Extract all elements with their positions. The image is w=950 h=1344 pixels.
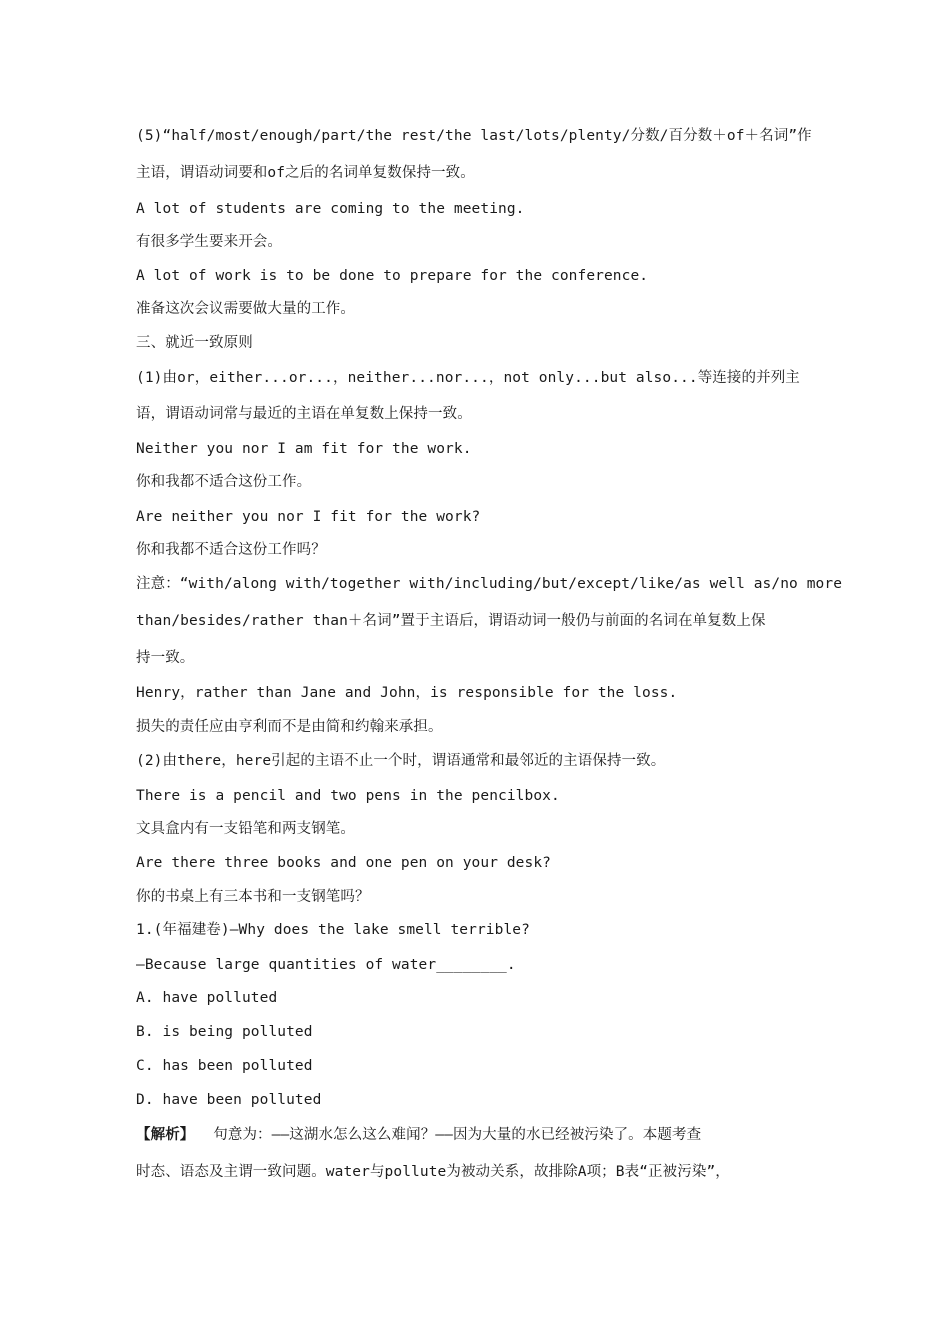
rule-1-line-1: (1)由or，either...or...，neither...nor...，not only...but also...等连接的并列主 [136,370,800,386]
analysis-line-2: 时态、语态及主谓一致问题。water与pollute为被动关系，故排除A项；B表“正被污染”， [136,1164,730,1180]
analysis-label: 【解析】 [136,1127,195,1143]
example-translation-zh: 有很多学生要来开会。 [136,234,282,250]
note-line-3: 持一致。 [136,650,195,666]
rule-1-line-2: 语，谓语动词常与最近的主语在单复数上保持一致。 [136,406,472,422]
rule-5-line-2: 主语，谓语动词要和of之后的名词单复数保持一致。 [136,165,475,181]
analysis-text: 句意为：——这湖水怎么这么难闻？——因为大量的水已经被污染了。本题考查 [213,1127,702,1143]
note-line-2: than/besides/rather than＋名词”置于主语后，谓语动词一般仍与前面的名词在单复数上保 [136,613,766,629]
option-d: D. have been polluted [136,1092,322,1108]
note-line-1: 注意：“with/along with/together with/including/but/except/like/as well as/no more [136,576,843,592]
example-translation-zh: 准备这次会议需要做大量的工作。 [136,301,355,317]
example-translation-zh: 你的书桌上有三本书和一支钢笔吗？ [136,889,370,905]
option-a: A. have polluted [136,990,278,1006]
analysis-line-1 [136,1125,826,1145]
question-response: —Because large quantities of water________. [136,957,516,973]
example-translation-zh: 损失的责任应由亨利而不是由简和约翰来承担。 [136,719,443,735]
option-b: B. is being polluted [136,1024,313,1040]
example-sentence-en: Are neither you nor I fit for the work? [136,509,481,525]
option-c: C. has been polluted [136,1058,313,1074]
rule-5-line-1: (5)“half/most/enough/part/the rest/the last/lots/plenty/分数/百分数＋of＋名词”作 [136,128,812,144]
example-sentence-en: Henry，rather than Jane and John，is responsible for the loss. [136,685,678,701]
example-sentence-en: Are there three books and one pen on your desk? [136,855,551,871]
example-sentence-en: There is a pencil and two pens in the pencilbox. [136,788,560,804]
example-sentence-en: Neither you nor I am fit for the work. [136,441,472,457]
example-sentence-en: A lot of work is to be done to prepare for the conference. [136,268,649,284]
example-sentence-en: A lot of students are coming to the meeting. [136,201,525,217]
example-translation-zh: 你和我都不适合这份工作吗？ [136,542,326,558]
section-heading-proximity-rule: 三、就近一致原则 [136,335,253,351]
question-stem: 1.(年福建卷)—Why does the lake smell terrible? [136,922,530,938]
example-translation-zh: 文具盒内有一支铅笔和两支钢笔。 [136,821,355,837]
example-translation-zh: 你和我都不适合这份工作。 [136,474,312,490]
rule-2-line: (2)由there，here引起的主语不止一个时，谓语通常和最邻近的主语保持一致。 [136,753,666,769]
